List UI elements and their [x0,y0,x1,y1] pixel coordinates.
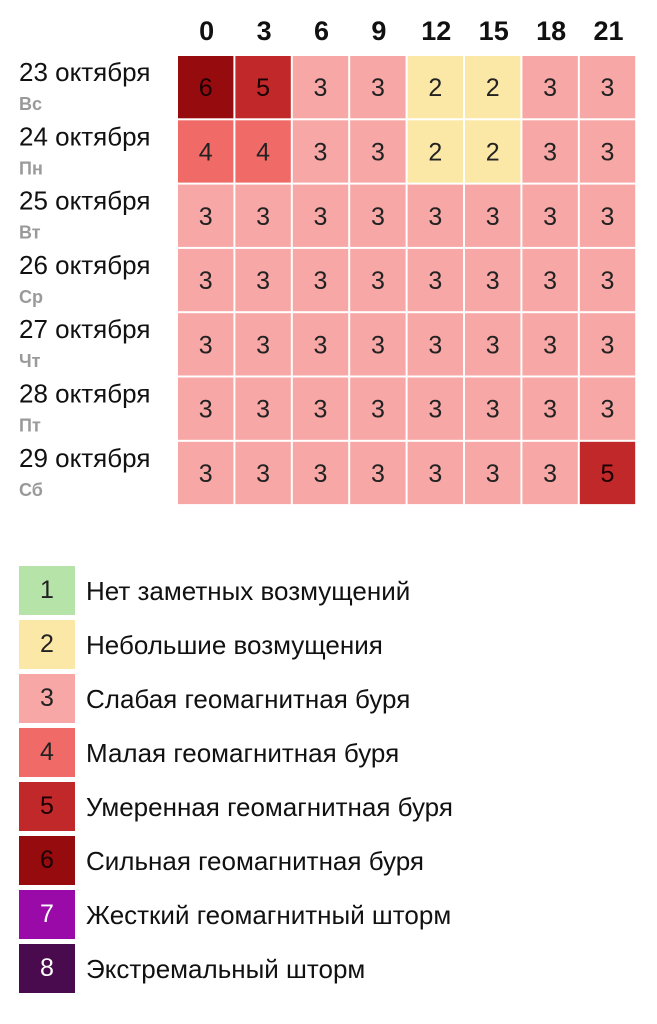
cell-value: 3 [543,74,558,103]
cell-value: 3 [485,459,500,488]
legend-label: Слабая геомагнитная буря [86,683,411,714]
legend-label: Экстремальный шторм [86,953,366,984]
weekday-label: Ср [19,286,43,307]
legend-label: Жесткий геомагнитный шторм [86,899,452,930]
cell-value: 3 [543,138,558,167]
cell-value: 3 [428,395,443,424]
cell-value: 3 [543,459,558,488]
cell-value: 2 [485,138,500,167]
cell-value: 3 [543,395,558,424]
cell-value: 3 [370,331,385,360]
cell-value: 3 [543,267,558,296]
weekday-label: Вт [19,222,41,243]
cell-value: 3 [256,331,271,360]
cell-value: 3 [600,74,615,103]
date-label: 27 октября [19,314,151,345]
hour-label: 6 [313,16,330,46]
legend-item [19,726,639,780]
cell-value: 3 [370,138,385,167]
hour-label: 3 [256,16,272,46]
cell-value: 3 [370,267,385,296]
legend-swatch: 5 [19,782,75,833]
legend [19,564,639,996]
legend-item [19,564,639,618]
cell-value: 3 [370,74,385,103]
legend-swatch: 4 [19,728,75,779]
legend-swatch: 7 [19,890,75,941]
cell-value: 3 [198,459,213,488]
cell-value: 3 [198,331,213,360]
cell-value: 3 [256,395,271,424]
cell-value: 5 [600,459,615,488]
date-label: 29 октября [19,442,151,473]
legend-item [19,780,639,834]
legend-item [19,888,639,942]
hour-label: 15 [478,16,509,46]
cell-value: 3 [313,459,328,488]
cell-value: 3 [370,395,385,424]
hour-label: 21 [593,16,624,46]
cell-value: 4 [256,138,271,167]
cell-value: 3 [428,459,443,488]
hour-label: 9 [371,16,387,46]
cell-value: 3 [485,202,500,231]
cell-value: 3 [600,395,615,424]
legend-swatch: 2 [19,620,75,671]
date-label: 24 октября [19,121,151,152]
cell-value: 3 [198,202,213,231]
weekday-label: Пн [19,158,43,179]
cell-value: 3 [485,331,500,360]
legend-label: Умеренная геомагнитная буря [86,791,453,822]
cell-value: 3 [543,331,558,360]
date-label: 28 октября [19,378,151,409]
cell-value: 3 [600,267,615,296]
cell-value: 2 [485,74,500,103]
legend-label: Нет заметных возмущений [86,575,411,606]
cell-value: 3 [600,202,615,231]
cell-value: 3 [313,395,328,424]
cell-value: 3 [313,331,328,360]
cell-value: 3 [313,138,328,167]
legend-label: Небольшие возмущения [86,629,383,660]
cell-value: 3 [256,202,271,231]
cell-value: 3 [600,138,615,167]
cell-value: 3 [428,267,443,296]
cell-value: 3 [370,459,385,488]
cell-value: 3 [198,395,213,424]
cell-value: 5 [256,74,271,103]
cell-value: 3 [256,459,271,488]
legend-swatch: 6 [19,836,75,887]
legend-swatch: 3 [19,674,75,725]
cell-value: 3 [313,74,328,103]
date-label: 23 октября [19,57,151,87]
cell-value: 2 [428,74,443,103]
cell-value: 3 [370,202,385,231]
legend-item [19,834,639,888]
cell-value: 3 [256,267,271,296]
cell-value: 3 [428,331,443,360]
legend-swatch: 8 [19,944,75,995]
hour-label: 0 [199,16,215,46]
cell-value: 3 [198,267,213,296]
legend-item [19,618,639,672]
legend-swatch: 1 [19,566,75,617]
legend-label: Малая геомагнитная буря [86,737,400,768]
cell-value: 3 [313,267,328,296]
weekday-label: Вс [19,94,43,114]
cell-value: 3 [600,331,615,360]
weekday-label: Сб [19,479,43,500]
cell-value: 3 [485,395,500,424]
cell-value: 4 [198,138,213,167]
date-label: 26 октября [19,249,151,280]
legend-label: Сильная геомагнитная буря [86,845,424,876]
cell-value: 6 [198,74,213,103]
cell-value: 3 [428,202,443,231]
cell-value: 3 [313,202,328,231]
legend-item [19,672,639,726]
date-label: 25 октября [19,185,151,216]
hour-label: 18 [536,16,567,46]
weekday-label: Пт [19,415,41,436]
cell-value: 3 [485,267,500,296]
hour-label: 12 [421,16,452,46]
cell-value: 3 [543,202,558,231]
legend-item [19,942,639,996]
cell-value: 2 [428,138,443,167]
weekday-label: Чт [19,351,41,372]
